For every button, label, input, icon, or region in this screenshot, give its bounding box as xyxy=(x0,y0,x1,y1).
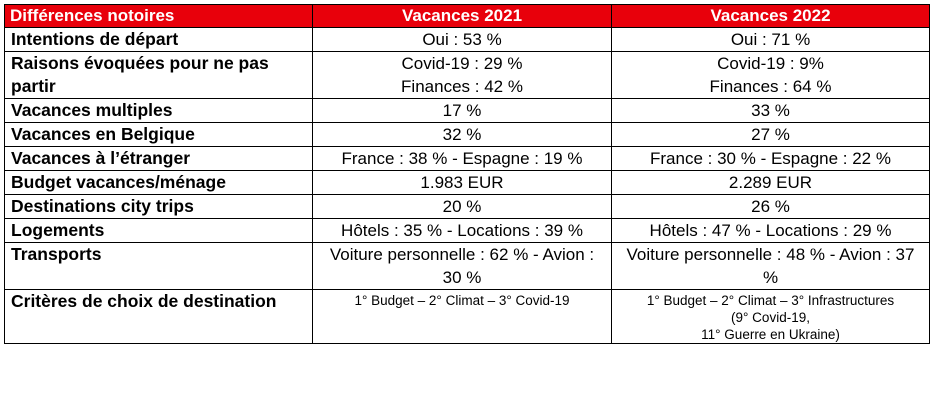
cell-text: Covid-19 : 9% xyxy=(717,54,824,73)
cell-2021 xyxy=(313,171,612,195)
cell-2021 xyxy=(313,219,612,243)
cell-text: 2.289 EUR xyxy=(728,173,813,192)
row-label: Destinations city trips xyxy=(5,195,313,219)
row-label: Vacances multiples xyxy=(5,99,313,123)
cell-text: Hôtels : 47 % - Locations : 29 % xyxy=(649,221,892,240)
cell-text: Covid-19 : 29 % xyxy=(401,54,523,73)
cell-2022 xyxy=(612,219,930,243)
cell-text: Oui : 71 % xyxy=(730,30,811,49)
cell-2022 xyxy=(612,290,930,344)
cell-text: 11° Guerre en Ukraine) xyxy=(701,327,840,342)
cell-text: 27 % xyxy=(751,125,790,144)
table-row xyxy=(5,52,930,99)
cell-2022 xyxy=(612,243,930,290)
table-row xyxy=(5,171,930,195)
cell-text: Finances : 64 % xyxy=(709,77,832,96)
cell-2021 xyxy=(313,195,612,219)
cell-2021 xyxy=(313,28,612,52)
cell-2022 xyxy=(612,28,930,52)
table-header xyxy=(5,5,930,28)
cell-text: 1° Budget – 2° Climat – 3° Infrastructures xyxy=(646,293,895,308)
cell-2021 xyxy=(313,123,612,147)
row-label: Budget vacances/ménage xyxy=(5,171,313,195)
vacation-comparison-table xyxy=(4,4,930,344)
table-row xyxy=(5,219,930,243)
table-row xyxy=(5,290,930,344)
cell-2021 xyxy=(313,147,612,171)
cell-text: Hôtels : 35 % - Locations : 39 % xyxy=(341,221,583,240)
row-label: Vacances en Belgique xyxy=(5,123,313,147)
cell-text: 1° Budget – 2° Climat – 3° Covid-19 xyxy=(354,293,570,308)
cell-text: 26 % xyxy=(751,197,790,216)
cell-text: France : 30 % - Espagne : 22 % xyxy=(650,149,891,168)
header-differences: Différences notoires xyxy=(5,5,313,28)
header-2021: Vacances 2021 xyxy=(313,5,612,28)
cell-text: 20 % xyxy=(442,197,482,216)
cell-text: 1.983 EUR xyxy=(420,173,504,192)
table-row xyxy=(5,28,930,52)
cell-text: Oui : 53 % xyxy=(422,30,502,49)
cell-text: 33 % xyxy=(751,101,790,120)
cell-2022 xyxy=(612,171,930,195)
cell-text: 32 % xyxy=(442,125,482,144)
cell-2021 xyxy=(313,52,612,99)
cell-text: Voiture personnelle : 62 % - Avion : 30 % xyxy=(329,245,595,287)
row-label: Intentions de départ xyxy=(5,28,313,52)
cell-2022 xyxy=(612,52,930,99)
cell-text: Voiture personnelle : 48 % - Avion : 37 % xyxy=(626,245,915,287)
header-row xyxy=(5,5,930,28)
cell-2021 xyxy=(313,290,612,344)
table-row xyxy=(5,243,930,290)
row-label: Logements xyxy=(5,219,313,243)
cell-text: (9° Covid-19, xyxy=(731,310,810,325)
cell-2021 xyxy=(313,243,612,290)
row-label: Critères de choix de destination xyxy=(5,290,313,344)
table-body xyxy=(5,28,930,344)
cell-text: 17 % xyxy=(442,101,482,120)
row-label: Raisons évoquées pour ne pas partir xyxy=(5,52,313,99)
cell-2022 xyxy=(612,99,930,123)
table-row xyxy=(5,99,930,123)
table-row xyxy=(5,147,930,171)
table-row xyxy=(5,195,930,219)
cell-text: France : 38 % - Espagne : 19 % xyxy=(341,149,583,168)
cell-2021 xyxy=(313,99,612,123)
row-label: Vacances à l’étranger xyxy=(5,147,313,171)
cell-text: Finances : 42 % xyxy=(401,77,523,96)
cell-2022 xyxy=(612,147,930,171)
cell-2022 xyxy=(612,123,930,147)
header-2022: Vacances 2022 xyxy=(612,5,930,28)
cell-2022 xyxy=(612,195,930,219)
row-label: Transports xyxy=(5,243,313,290)
table-row xyxy=(5,123,930,147)
